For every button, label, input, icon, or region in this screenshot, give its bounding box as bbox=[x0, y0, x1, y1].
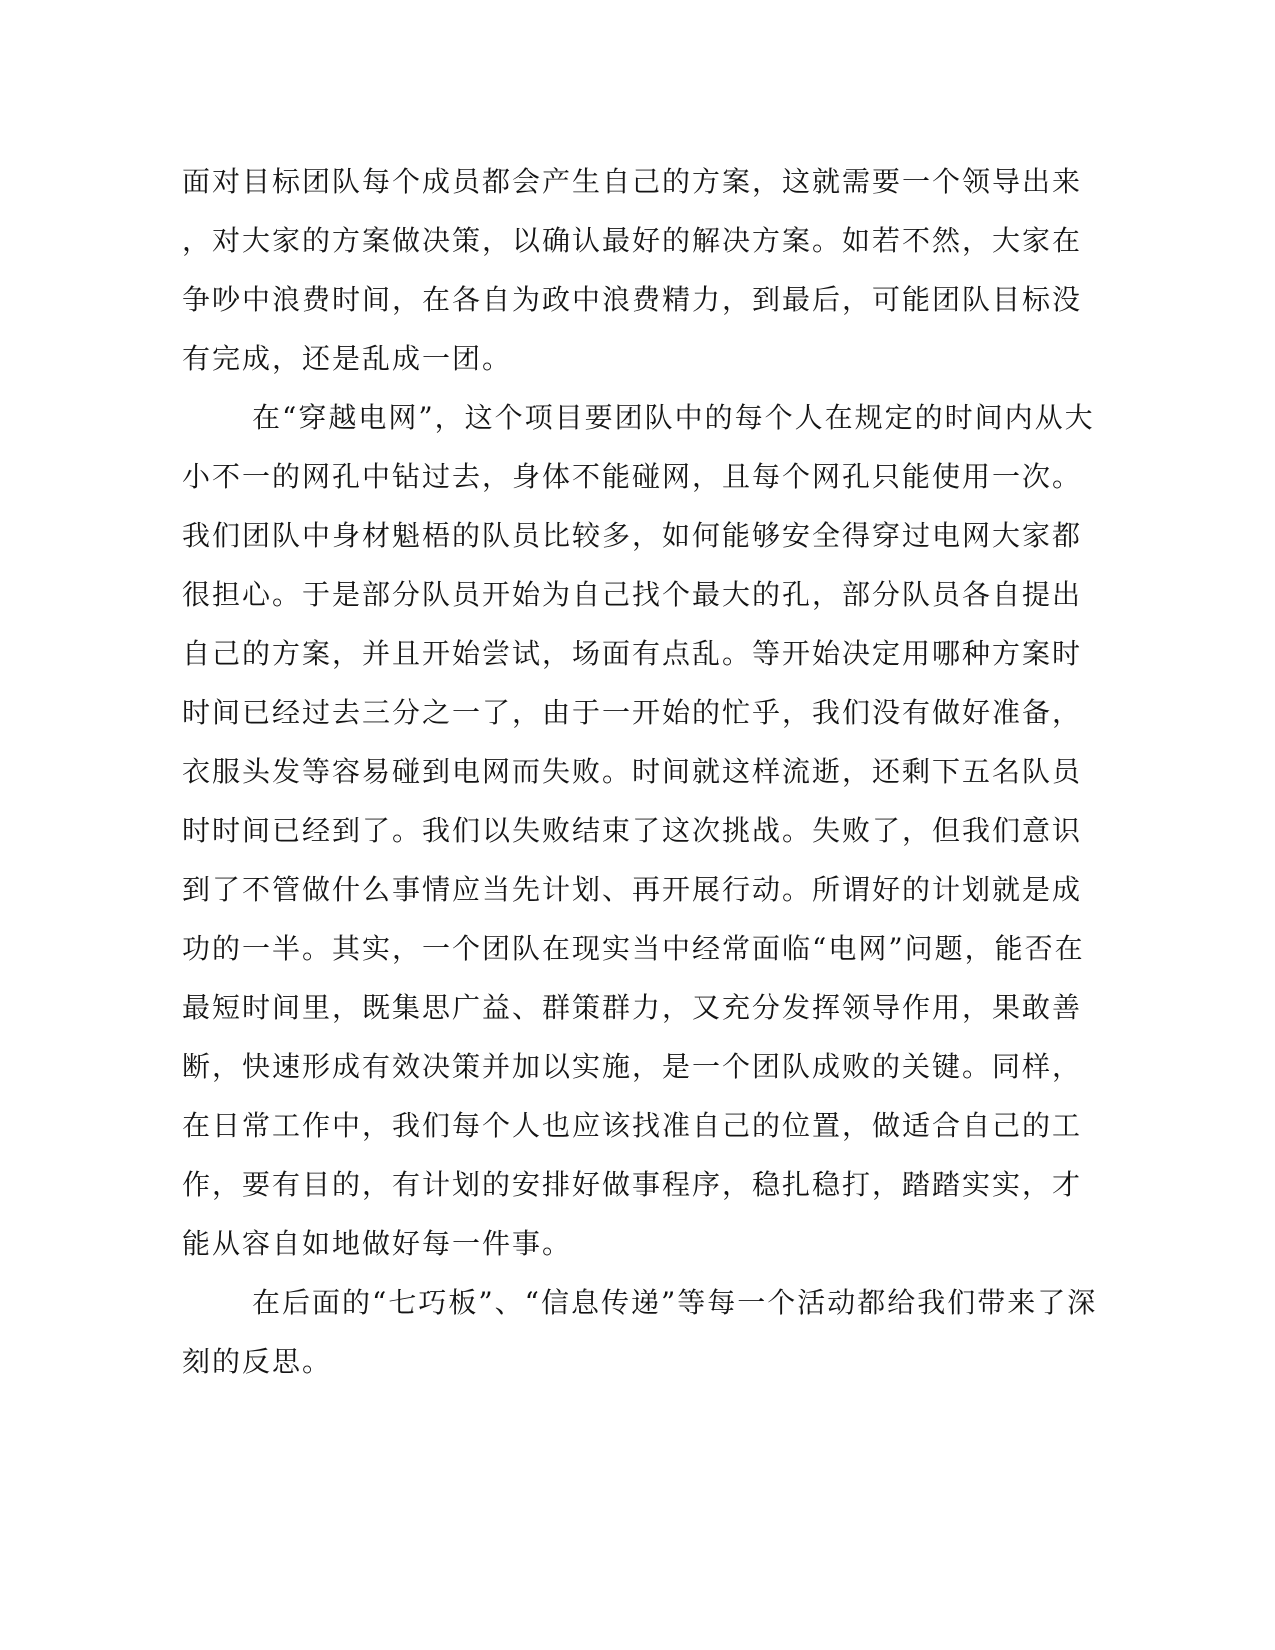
text-line: 最短时间里，既集思广益、群策群力，又充分发挥领导作用，果敢善 bbox=[182, 991, 1083, 1024]
text-line: 自己的方案，并且开始尝试，场面有点乱。等开始决定用哪种方案时 bbox=[182, 637, 1083, 670]
paragraph-1 bbox=[182, 152, 1083, 388]
text-line: 作，要有目的，有计划的安排好做事程序，稳扎稳打，踏踏实实，才 bbox=[182, 1168, 1083, 1201]
text-line: 到了不管做什么事情应当先计划、再开展行动。所谓好的计划就是成 bbox=[182, 873, 1083, 906]
text-line: 很担心。于是部分队员开始为自己找个最大的孔，部分队员各自提出 bbox=[182, 578, 1083, 611]
body-text bbox=[182, 152, 1098, 1391]
text-line: 面对目标团队每个成员都会产生自己的方案，这就需要一个领导出来 bbox=[182, 165, 1083, 198]
text-line: 在“穿越电网”，这个项目要团队中的每个人在规定的时间内从大 bbox=[252, 401, 1095, 434]
text-line: 断，快速形成有效决策并加以实施，是一个团队成败的关键。同样， bbox=[182, 1050, 1083, 1083]
text-line: 争吵中浪费时间，在各自为政中浪费精力，到最后，可能团队目标没 bbox=[182, 283, 1083, 316]
text-line: 有完成，还是乱成一团。 bbox=[182, 342, 513, 375]
paragraph-2 bbox=[182, 388, 1095, 1273]
text-line: 衣服头发等容易碰到电网而失败。时间就这样流逝，还剩下五名队员 bbox=[182, 755, 1083, 788]
paragraph-3 bbox=[182, 1273, 1098, 1391]
text-line: 在日常工作中，我们每个人也应该找准自己的位置，做适合自己的工 bbox=[182, 1109, 1083, 1142]
text-line: 刻的反思。 bbox=[182, 1345, 333, 1378]
text-line: 时时间已经到了。我们以失败结束了这次挑战。失败了，但我们意识 bbox=[182, 814, 1083, 847]
text-line: 我们团队中身材魁梧的队员比较多，如何能够安全得穿过电网大家都 bbox=[182, 519, 1083, 552]
text-line: 功的一半。其实，一个团队在现实当中经常面临“电网”问题，能否在 bbox=[182, 932, 1085, 965]
text-line: 时间已经过去三分之一了，由于一开始的忙乎，我们没有做好准备， bbox=[182, 696, 1083, 729]
text-line: 在后面的“七巧板”、“信息传递”等每一个活动都给我们带来了深 bbox=[252, 1286, 1098, 1319]
text-line: 能从容自如地做好每一件事。 bbox=[182, 1227, 573, 1260]
text-line: 小不一的网孔中钻过去，身体不能碰网，且每个网孔只能使用一次。 bbox=[182, 460, 1083, 493]
text-line: ，对大家的方案做决策，以确认最好的解决方案。如若不然，大家在 bbox=[182, 224, 1083, 257]
